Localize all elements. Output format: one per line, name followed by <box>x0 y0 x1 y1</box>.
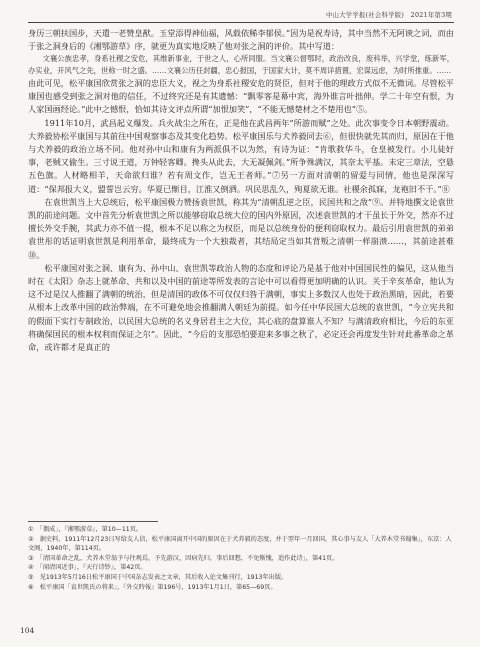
footnote-3: ③ 「清国革命之乱，犬养木堂翁予与往观焉，予先游汉，因病先归，事后回想，不免惭愧，追作此诗」，第41页。 <box>28 554 339 562</box>
running-header: 中山大学学报(社会科学版) 2021年第3期 <box>326 12 452 19</box>
footnote-2: ② 据史料，1911年12月23日写给友人信，松平康国离开中国的原因在于犬养毅的态度，并于翌年一月回国。其心事与友人「大养木堂书翰集」，东京：人文阁，1940年，第114页。 <box>28 535 452 553</box>
footnote-6: ⑥ 松平康国「袁世凯氏の将来」，『外交時報』第196号，1913年1月1日，第65—69页。 <box>28 583 277 591</box>
paragraph-3: 1911年10月，武昌起义爆发。兵火战尘之所在，正是他在武昌两年“所游而赋”之处。此次事变令日本朝野震动。大养毅协松平康国与其前往中国观察事态及其变化趋势。松平康国乐与犬养毅同去⑥，但很快就先其而归，原因在于他与犬养毅的政治立场不同。他对孙中山和康有为两派俱不以为然，有诗为证：“肯歌救华斗，仓皇被发行。小儿徒好事，老贼又偷生。三寸说王道，万钟轻客卿。搀头从此去，大无凝佩剑。”所争殊满汉，其奈太平基。未定三章法，空悬五色旗。人材略相羊，天命欲归谁？若有周文作，岂无王者师。”⑦另一方面对清朝的留爱与同情，他也是深深写道：“保邦报大义，盟誓岂云穷。华夏已惭目，江淮又倒洒。巩民思乱久，殉夏欲无谁。社稷余孤寐，龙袍旧不干。”⑧ <box>28 117 454 194</box>
body-text <box>28 27 454 354</box>
paragraph-1: 身历三朝扶国步，天遣一老赞皇猷。玉堂添得神仙福，风载依稀李郁侯。”因为是祝寿诗，其中当然不无阿谀之词，而由于张之洞身后的《湘鄂游草》序，就更为真实地反映了他对张之洞的评价。其中写道： <box>28 28 454 52</box>
footnote-1: ① 「偶成」，『湘鄂游草』，第10—11页。 <box>28 526 143 533</box>
footnotes <box>28 525 454 592</box>
footnote-5: ⑤ 见1913年5月16日松平康国于中国杂志发表之文章，其后收入论文集刊行，1913年出版。 <box>28 573 288 581</box>
header-rule <box>28 22 454 23</box>
paragraph-5: 松平康国对张之洞、康有为、孙中山、袁世凯等政治人物的态度和评论乃是基于他对中国国民性的偏见，这从他当时在《太阳》杂志上就革命、共和以及中国的前途等所发表的言论中可以看得更加明确的认识。关于辛亥革命，他认为这不过是汉人推翻了满朝的统治，但是清国的政体不可仅仅归咎于满朝，事实上多数汉人也处于政治黑暗，因此，若要从根本上改革中国的政治弊端，在不可避免地会推翻满人朝廷为前提。如今任中华民国大总统的袁世凯，“今立宪共和的假面下实行专制政治，以民国大总统的名义身居君主之大位，其心底的盘算谁人不知？与满清政府相比，今后的东亚将确保国民的根本权利而保证之尔”。因此，“今后的支那恐怕要迎来多事之秋了，必定还会再度发生针对此番革命之革命，或许都才是真正的 <box>28 262 454 353</box>
footnote-rule <box>28 521 158 522</box>
paragraph-4: 在袁世凯当上大总统后，松平康国极力赞扬袁世凯，称其为“清朝乱逆之臣，民国共和之敌”⑨。并特地撰文论袁世凯的前途问题。文中首先分析袁世凯之所以能够窃取总统大位的国内外原因，次述袁世凯的才干虽长于外交，然亦不过擅长外交手腕，其武力亦不值一提，根本不足以称之为权臣，而是以总统身份的便利窃取权力。最后引用袁世凯的弟弟袁世彤的话证明袁世凯是利用革命，最终成为一个大独裁者，其结局定当如其背叛之清朝一样崩溃……，其前途甚难⑩。 <box>28 196 454 260</box>
footnote-4: ④ 「闻清国近事」，『天行诗钞』，第42页。 <box>28 564 147 572</box>
paragraph-2: 由此可见，松平康国欣赏张之洞的忠臣大义，视之为身系社稷安危的贤臣，但对于他的理政方式似不无微词。尽管松平康国也感受到张之洞对他的信任，不过终究还是有其遗憾：“飘零客是幕中宾，海外谁言叶拙伸。学二十年空有恨，为人家国画经论。”此中之憾恨，恰如其诗文评点所谓“加恨加笑”，“不能无憾楚材之不楚用也”⑤。 <box>28 78 454 115</box>
block-quote: 文襄公族忠孝，身系社稷之安危，其维新事业，于世之人，心所同服。当文襄公督鄂时，政治改良，废科举，兴学堂，练新军，办实业，开风气之先，世称一时之盛。……文襄公历任封疆，忠心报国，于国家大计，莫不周详措置，宏谋远虑，为时所推重。…… <box>28 54 454 76</box>
page-number: 104 <box>20 626 35 635</box>
